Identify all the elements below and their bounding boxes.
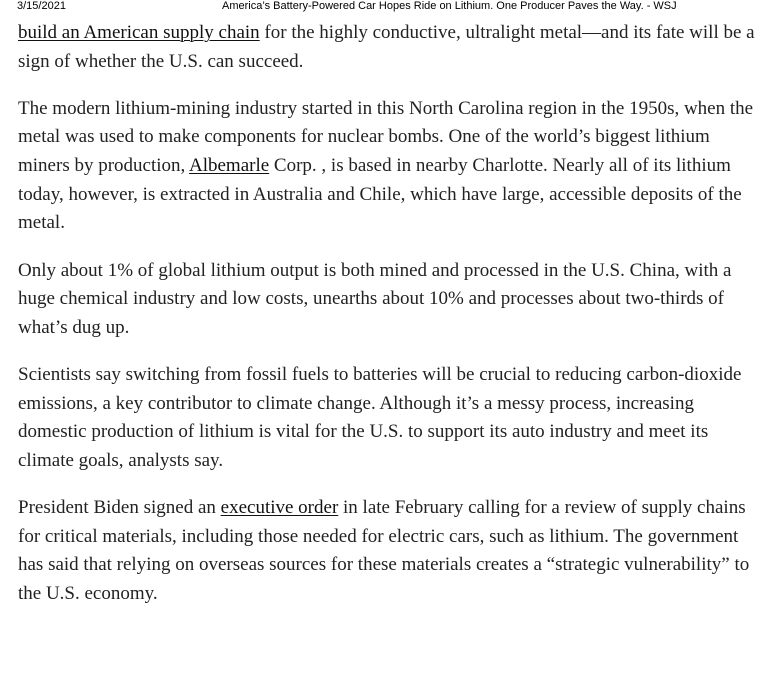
- paragraph-text: Scientists say switching from fossil fuels to batteries will be crucial to reducing carbon-dioxide emissions, a key contributor to climate change. Although it’s a messy process, increasing domestic production of lithium is vital for the U.S. to support its auto industry and meet its climate goals, analysts say.: [18, 364, 742, 471]
- paragraph-text: The modern lithium-mining industry started in this North Carolina region in the 1950s, when the metal was used to make components for nuclear bombs. One of the world’s biggest lithium miners by production,: [18, 97, 754, 177]
- paragraph-text: for the highly conductive, ultralight metal—and its fate will be a sign of whether the U.S. can succeed.: [18, 22, 755, 72]
- paragraph-text: Corp. , is based in nearby Charlotte. Nearly all of its lithium today, however, is extracted in Australia and Chile, which have large, accessible deposits of the metal.: [18, 155, 742, 234]
- paragraph-climate: [18, 361, 763, 475]
- paragraph-output: [18, 257, 763, 343]
- paragraph-executive-order: [18, 494, 763, 608]
- paragraph-text: President Biden signed an: [18, 497, 221, 519]
- paragraph-supply-chain: [18, 19, 763, 76]
- print-date: 3/15/2021: [17, 0, 66, 12]
- article-body: [18, 19, 763, 627]
- print-page-title: America’s Battery-Powered Car Hopes Ride on Lithium. One Producer Paves the Way. - WSJ: [222, 0, 677, 12]
- supply-chain-link[interactable]: build an American supply chain: [18, 22, 260, 43]
- paragraph-text: Only about 1% of global lithium output is both mined and processed in the U.S. China, with a huge chemical industry and low costs, unearths about 10% and processes about two-thirds of what’s dug up.: [18, 259, 732, 338]
- print-header: [0, 0, 780, 14]
- albemarle-link[interactable]: Albemarle: [188, 155, 270, 177]
- paragraph-text: in late February calling for a review of supply chains for critical materials, including those needed for electric cars, such as lithium. The government has said that relying on overseas sources for these materials creates a “strategic vulnerability” to the U.S. economy.: [18, 497, 750, 604]
- paragraph-history: [18, 95, 763, 238]
- executive-order-link[interactable]: executive order: [220, 497, 339, 519]
